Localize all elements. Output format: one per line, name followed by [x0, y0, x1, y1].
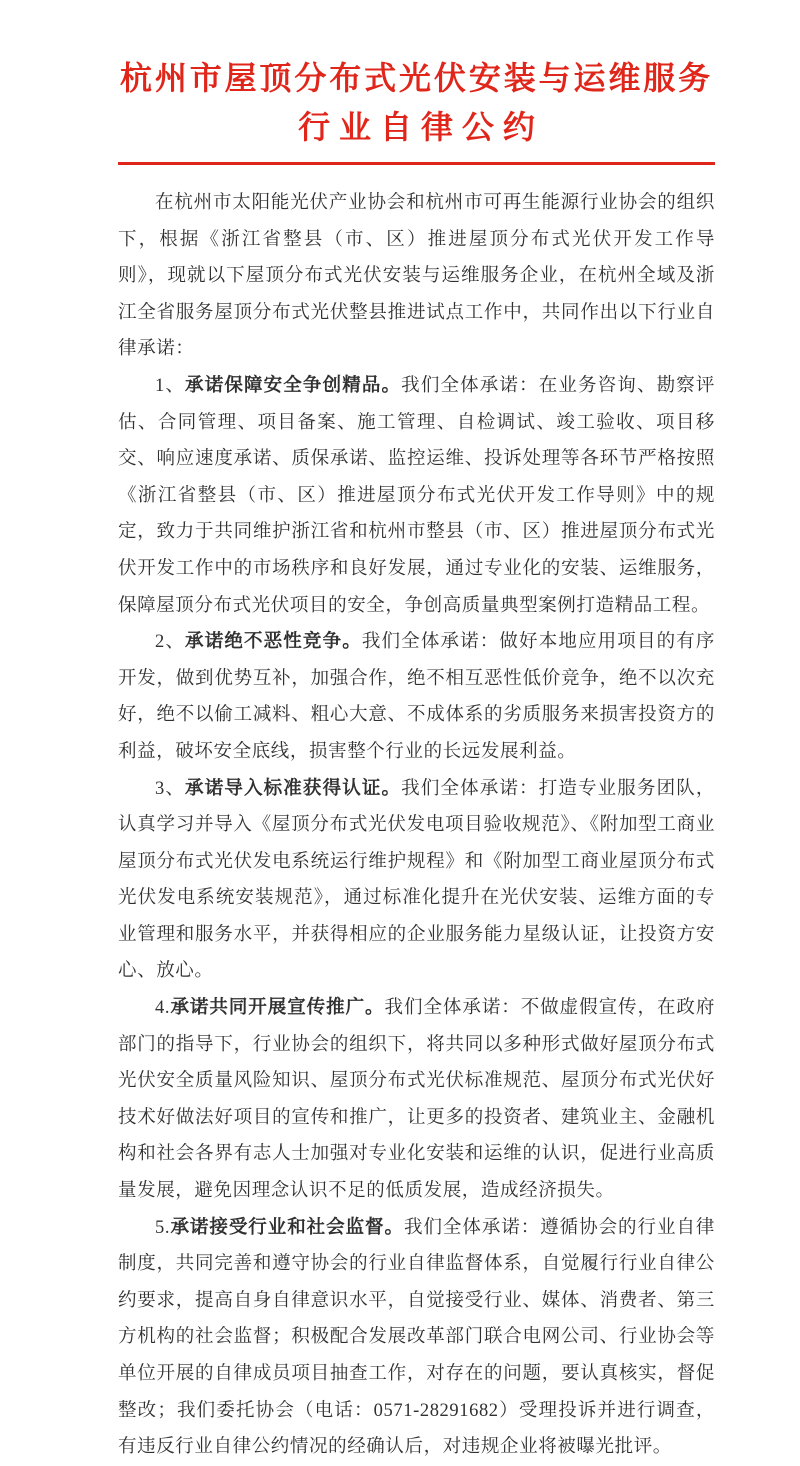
item-5-number: 5. [155, 1217, 171, 1238]
pledge-item-1 [118, 368, 715, 624]
item-4-text: 我们全体承诺：不做虚假宣传，在政府部门的指导下，行业协会的组织下，将共同以多种形式做好屋顶分布式光伏安全质量风险知识、屋顶分布式光伏标准规范、屋顶分布式光伏好技术好做法好项目的宣传和推广，让更多的投资者、建筑业主、金融机构和社会各界有志人士加强对专业化安装和运维的认识，促进行业高质量发展，避免因理念认识不足的低质发展，造成经济损失。 [118, 998, 715, 1202]
pledge-item-5 [118, 1210, 715, 1466]
item-2-number: 2、 [155, 632, 186, 653]
item-1-lead: 承诺保障安全争创精品。 [185, 375, 402, 396]
item-2-lead: 承诺绝不恶性竞争。 [185, 632, 362, 653]
intro-text: 在杭州市太阳能光伏产业协会和杭州市可再生能源行业协会的组织下，根据《浙江省整县（市、区）推进屋顶分布式光伏开发工作导则》，现就以下屋顶分布式光伏安装与运维服务企业，在杭州全域及浙江全省服务屋顶分布式光伏整县推进试点工作中，共同作出以下行业自律承诺： [118, 193, 715, 360]
intro-paragraph [118, 185, 715, 368]
document-body [118, 185, 715, 1466]
pledge-item-3 [118, 771, 715, 991]
item-3-text: 我们全体承诺：打造专业服务团队，认真学习并导入《屋顶分布式光伏发电项目验收规范》、《附加型工商业屋顶分布式光伏发电系统运行维护规程》和《附加型工商业屋顶分布式光伏发电系统安装规范》，通过标准化提升在光伏安装、运维方面的专业管理和服务水平，并获得相应的企业服务能力星级认证，让投资方安心、放心。 [118, 778, 715, 982]
item-3-number: 3、 [155, 778, 186, 799]
item-1-text: 我们全体承诺：在业务咨询、勘察评估、合同管理、项目备案、施工管理、自检调试、竣工验收、项目移交、响应速度承诺、质保承诺、监控运维、投诉处理等各环节严格按照《浙江省整县（市、区）推进屋顶分布式光伏开发工作导则》中的规定，致力于共同维护浙江省和杭州市整县（市、区）推进屋顶分布式光伏开发工作中的市场秩序和良好发展，通过专业化的安装、运维服务，保障屋顶分布式光伏项目的安全，争创高质量典型案例打造精品工程。 [118, 375, 715, 616]
pledge-item-2 [118, 624, 715, 770]
item-1-number: 1、 [155, 375, 186, 396]
pledge-item-4 [118, 990, 715, 1210]
item-5-lead: 承诺接受行业和社会监督。 [170, 1217, 404, 1238]
item-2-text: 我们全体承诺：做好本地应用项目的有序开发，做到优势互补，加强合作，绝不相互恶性低价竞争，绝不以次充好，绝不以偷工减料、粗心大意、不成体系的劣质服务来损害投资方的利益，破坏安全底线，损害整个行业的长远发展利益。 [118, 632, 715, 762]
item-5-text: 我们全体承诺：遵循协会的行业自律制度，共同完善和遵守协会的行业自律监督体系，自觉履行行业自律公约要求，提高自身自律意识水平，自觉接受行业、媒体、消费者、第三方机构的社会监督；积极配合发展改革部门联合电网公司、行业协会等单位开展的自律成员项目抽查工作，对存在的问题，要认真核实，督促整改；我们委托协会（电话：0571-28291682）受理投诉并进行调查，有违反行业自律公约情况的经确认后，对违规企业将被曝光批评。 [118, 1217, 716, 1458]
title-divider-rule [118, 162, 715, 165]
title-line-1: 杭州市屋顶分布式光伏安装与运维服务 [120, 60, 713, 96]
page-title [118, 54, 715, 152]
item-4-lead: 承诺共同开展宣传推广。 [170, 998, 385, 1019]
item-4-number: 4. [155, 998, 171, 1019]
item-3-lead: 承诺导入标准获得认证。 [185, 778, 402, 799]
title-line-2: 行业自律公约 [298, 109, 544, 145]
